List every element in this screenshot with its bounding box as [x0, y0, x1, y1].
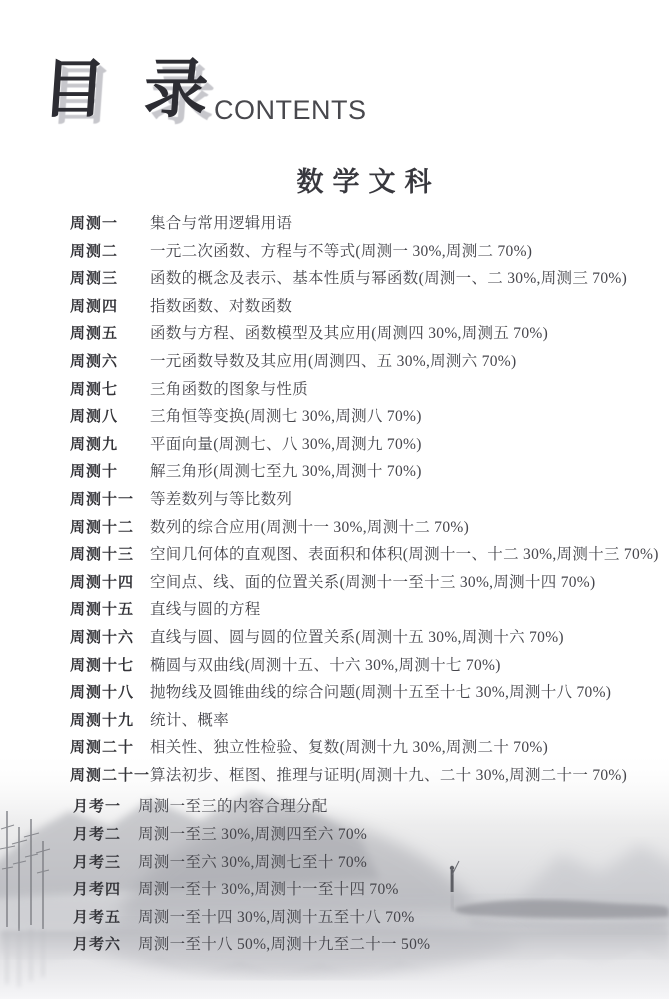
toc-row-weekly-3 — [0, 265, 669, 293]
toc-entry-label: 周测十二 — [70, 518, 135, 536]
toc-row-weekly-2 — [0, 238, 669, 266]
toc-entry-label: 周测二十 — [70, 739, 135, 757]
toc-row-weekly-1 — [0, 210, 669, 238]
toc-row-weekly-13 — [0, 541, 669, 569]
toc-row-weekly-9 — [0, 431, 669, 459]
toc-entry-description: 解三角形(周测七至九 30%,周测十 70%) — [150, 463, 422, 481]
toc-entry-label: 周测三 — [70, 270, 119, 288]
toc-entry-description: 周测一至三的内容合理分配 — [138, 798, 328, 816]
toc-entry-label: 周测十九 — [70, 711, 135, 729]
toc-entry-description: 等差数列与等比数列 — [150, 490, 293, 508]
toc-entry-description: 三角函数的图象与性质 — [150, 380, 309, 398]
toc-entry-label: 月考二 — [73, 826, 122, 844]
toc-entry-label: 周测六 — [70, 352, 119, 370]
toc-entry-label: 月考五 — [73, 908, 122, 926]
toc-row-weekly-21 — [0, 762, 669, 790]
toc-entry-label: 周测四 — [70, 297, 119, 315]
page-title-en: CONTENTS — [214, 95, 367, 125]
toc-row-weekly-12 — [0, 514, 669, 542]
toc-entry-label: 周测七 — [70, 380, 119, 398]
toc-entry-label: 周测二十一 — [70, 766, 151, 784]
toc-entry-description: 空间点、线、面的位置关系(周测十一至十三 30%,周测十四 70%) — [150, 573, 596, 591]
toc-row-weekly-17 — [0, 652, 669, 680]
toc-entry-description: 函数与方程、函数模型及其应用(周测四 30%,周测五 70%) — [150, 325, 549, 343]
toc-entry-description: 周测一至十八 50%,周测十九至二十一 50% — [138, 936, 431, 954]
toc-entry-label: 周测十 — [70, 463, 119, 481]
toc-entry-description: 三角恒等变换(周测七 30%,周测八 70%) — [150, 408, 422, 426]
toc-entry-label: 月考六 — [73, 936, 122, 954]
toc-entry-description: 周测一至十四 30%,周测十五至十八 70% — [138, 908, 415, 926]
toc-row-weekly-16 — [0, 624, 669, 652]
toc-entry-description: 椭圆与双曲线(周测十五、十六 30%,周测十七 70%) — [150, 656, 501, 674]
toc-entry-label: 周测十三 — [70, 546, 135, 564]
toc-entry-label: 周测九 — [70, 435, 119, 453]
toc-list — [0, 210, 669, 959]
toc-entry-label: 周测十一 — [70, 490, 135, 508]
toc-row-monthly-2 — [0, 821, 669, 849]
monthly-exams-group — [0, 793, 669, 959]
toc-entry-label: 周测二 — [70, 242, 119, 260]
toc-row-monthly-4 — [0, 876, 669, 904]
toc-entry-description: 直线与圆、圆与圆的位置关系(周测十五 30%,周测十六 70%) — [150, 628, 564, 646]
toc-row-weekly-15 — [0, 596, 669, 624]
toc-entry-description: 算法初步、框图、推理与证明(周测十九、二十 30%,周测二十一 70%) — [150, 766, 628, 784]
toc-row-monthly-5 — [0, 904, 669, 932]
toc-entry-label: 周测五 — [70, 325, 119, 343]
toc-entry-label: 周测十五 — [70, 601, 135, 619]
toc-entry-label: 月考一 — [73, 798, 122, 816]
toc-entry-label: 周测十八 — [70, 684, 135, 702]
toc-entry-label: 周测十六 — [70, 628, 135, 646]
weekly-tests-group — [0, 210, 669, 789]
section-title: 数学文科 — [296, 167, 441, 197]
toc-entry-description: 数列的综合应用(周测十一 30%,周测十二 70%) — [150, 518, 470, 536]
toc-entry-description: 平面向量(周测七、八 30%,周测九 70%) — [150, 435, 422, 453]
toc-entry-description: 统计、概率 — [150, 711, 230, 729]
toc-row-weekly-7 — [0, 376, 669, 404]
toc-entry-description: 空间几何体的直观图、表面积和体积(周测十一、十二 30%,周测十三 70%) — [150, 546, 659, 564]
toc-row-weekly-20 — [0, 734, 669, 762]
toc-row-weekly-11 — [0, 486, 669, 514]
toc-row-monthly-1 — [0, 793, 669, 821]
toc-entry-description: 一元函数导数及其应用(周测四、五 30%,周测六 70%) — [150, 352, 517, 370]
toc-entry-description: 周测一至十 30%,周测十一至十四 70% — [138, 881, 399, 899]
page-title-cn: 目 录 — [39, 54, 215, 125]
toc-row-weekly-5 — [0, 320, 669, 348]
toc-entry-description: 周测一至三 30%,周测四至六 70% — [138, 826, 368, 844]
toc-entry-label: 周测一 — [70, 215, 119, 232]
toc-entry-description: 周测一至六 30%,周测七至十 70% — [138, 853, 368, 871]
toc-row-weekly-8 — [0, 403, 669, 431]
toc-entry-description: 指数函数、对数函数 — [150, 297, 293, 315]
toc-entry-description: 集合与常用逻辑用语 — [150, 215, 293, 232]
toc-row-weekly-14 — [0, 569, 669, 597]
toc-entry-description: 相关性、独立性检验、复数(周测十九 30%,周测二十 70%) — [150, 739, 549, 757]
toc-entry-label: 周测八 — [70, 408, 119, 426]
page-header — [39, 52, 367, 129]
toc-row-weekly-19 — [0, 707, 669, 735]
toc-row-weekly-4 — [0, 293, 669, 321]
toc-entry-label: 周测十七 — [70, 656, 135, 674]
toc-row-weekly-10 — [0, 458, 669, 486]
toc-entry-description: 一元二次函数、方程与不等式(周测一 30%,周测二 70%) — [150, 242, 533, 260]
toc-row-weekly-18 — [0, 679, 669, 707]
toc-row-monthly-3 — [0, 849, 669, 877]
toc-row-weekly-6 — [0, 348, 669, 376]
toc-entry-description: 抛物线及圆锥曲线的综合问题(周测十五至十七 30%,周测十八 70%) — [150, 684, 612, 702]
toc-entry-description: 函数的概念及表示、基本性质与幂函数(周测一、二 30%,周测三 70%) — [150, 270, 628, 288]
toc-entry-label: 周测十四 — [70, 573, 135, 591]
toc-entry-label: 月考四 — [73, 881, 122, 899]
toc-row-monthly-6 — [0, 931, 669, 959]
toc-entry-description: 直线与圆的方程 — [150, 601, 261, 619]
toc-entry-label: 月考三 — [73, 853, 122, 871]
